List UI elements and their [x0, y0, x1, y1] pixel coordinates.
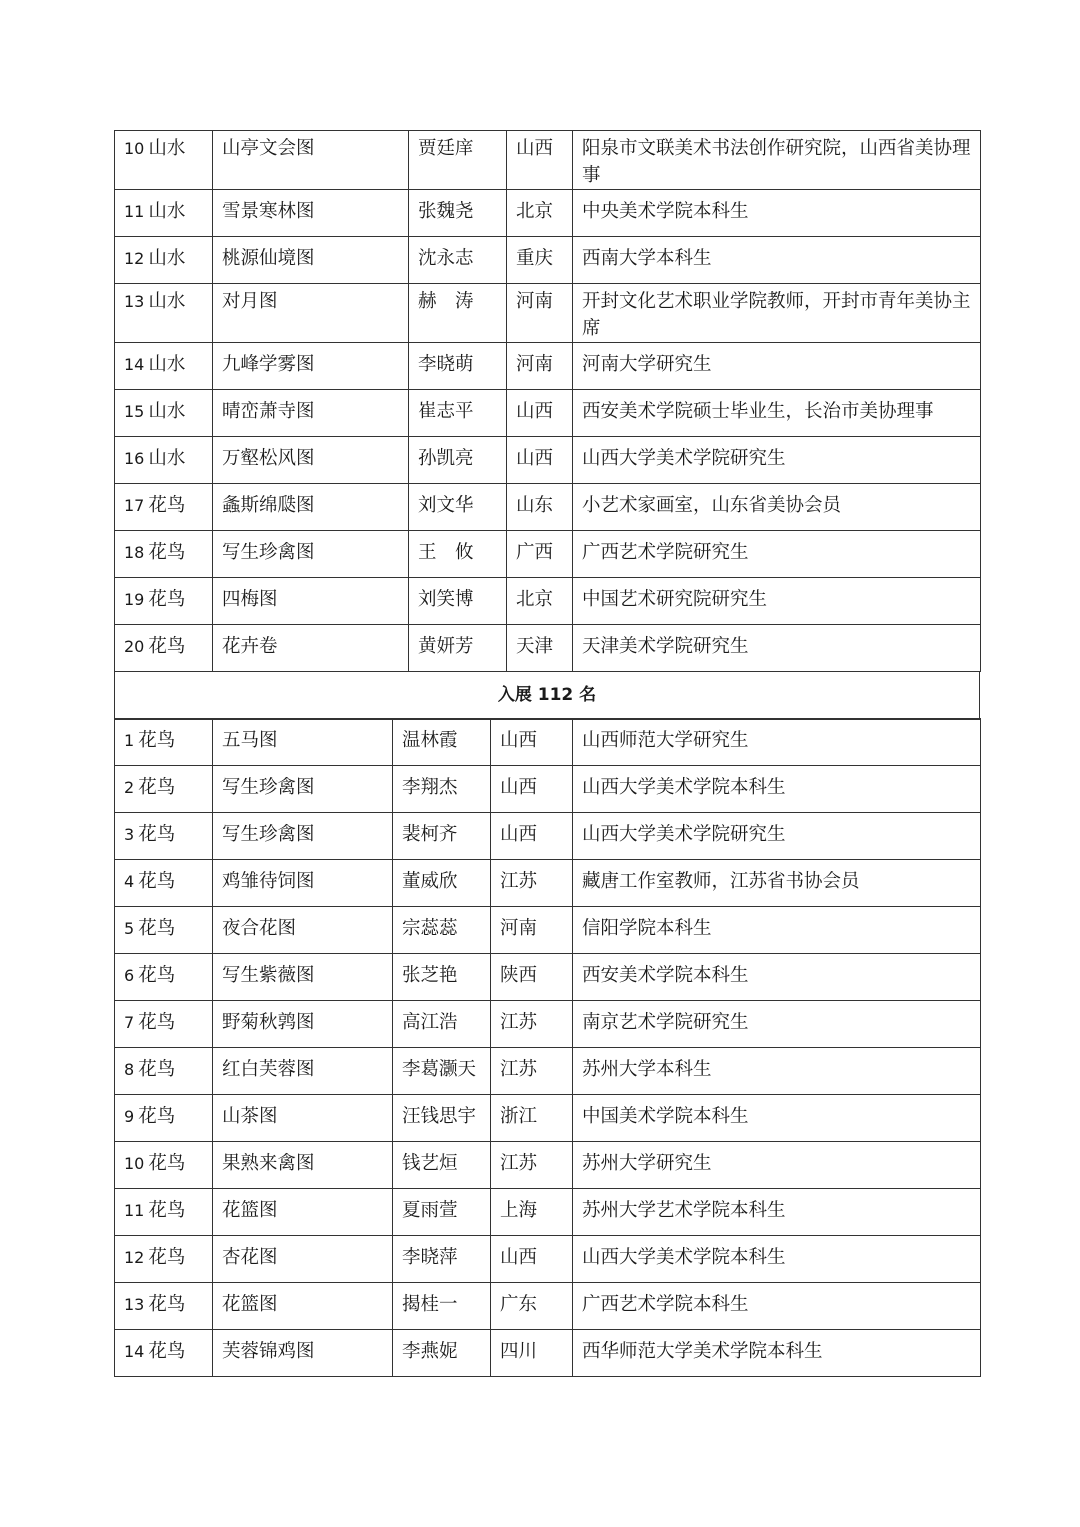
entry-genre: 山水 — [148, 354, 186, 375]
artist-name: 刘笑博 — [409, 578, 507, 625]
artist-affiliation: 信阳学院本科生 — [573, 907, 981, 954]
artist-affiliation: 广西艺术学院研究生 — [573, 531, 981, 578]
artist-affiliation: 山西师范大学研究生 — [573, 719, 981, 766]
artist-province: 江苏 — [491, 860, 573, 907]
entry-genre: 花鸟 — [138, 918, 176, 940]
entry-number: 10 — [124, 139, 145, 158]
artwork-title: 雪景寒林图 — [213, 190, 409, 237]
table-row — [115, 1142, 981, 1189]
artist-province: 山西 — [491, 766, 573, 813]
artist-province: 江苏 — [491, 1142, 573, 1189]
table-row — [115, 766, 981, 813]
entry-genre: 花鸟 — [138, 1059, 176, 1081]
artist-province: 江苏 — [491, 1001, 573, 1048]
entry-number-cell — [115, 190, 213, 237]
entry-number: 1 — [124, 731, 135, 751]
entry-number: 8 — [124, 1060, 135, 1080]
artist-affiliation: 西安美术学院硕士毕业生，长治市美协理事 — [573, 390, 981, 437]
artist-province: 山东 — [507, 484, 573, 531]
entry-number: 10 — [124, 1154, 145, 1174]
artwork-title: 桃源仙境图 — [213, 237, 409, 284]
artist-province: 天津 — [507, 625, 573, 672]
artwork-title: 山亭文会图 — [213, 131, 409, 190]
artist-affiliation: 南京艺术学院研究生 — [573, 1001, 981, 1048]
artist-affiliation: 西华师范大学美术学院本科生 — [573, 1330, 981, 1377]
artist-name: 董威欣 — [393, 860, 491, 907]
winners-table-top — [114, 130, 981, 672]
entry-genre: 山水 — [148, 401, 186, 422]
entry-number-cell — [115, 578, 213, 625]
artist-province: 山西 — [507, 390, 573, 437]
artwork-title: 九峰学雾图 — [213, 343, 409, 390]
artist-name: 黄妍芳 — [409, 625, 507, 672]
artist-affiliation: 小艺术家画室，山东省美协会员 — [573, 484, 981, 531]
artist-name: 王 攸 — [409, 531, 507, 578]
artist-province: 山西 — [507, 131, 573, 190]
table-row — [115, 719, 981, 766]
artwork-title: 写生紫薇图 — [213, 954, 393, 1001]
artist-province: 上海 — [491, 1189, 573, 1236]
artist-name: 李燕妮 — [393, 1330, 491, 1377]
section-header-table — [114, 671, 980, 720]
artist-province: 河南 — [507, 343, 573, 390]
table-row — [115, 625, 981, 672]
artwork-title: 对月图 — [213, 284, 409, 343]
entry-number-cell — [115, 766, 213, 813]
table-row — [115, 1095, 981, 1142]
artist-province: 浙江 — [491, 1095, 573, 1142]
entry-number-cell — [115, 1189, 213, 1236]
entry-number-cell — [115, 813, 213, 860]
entry-number-cell — [115, 284, 213, 343]
artwork-title: 夜合花图 — [213, 907, 393, 954]
table-row — [115, 484, 981, 531]
artist-name: 刘文华 — [409, 484, 507, 531]
entry-number: 18 — [124, 543, 145, 562]
artist-affiliation: 阳泉市文联美术书法创作研究院，山西省美协理事 — [573, 131, 981, 190]
artist-affiliation: 中央美术学院本科生 — [573, 190, 981, 237]
entry-number-cell — [115, 1142, 213, 1189]
entry-genre: 花鸟 — [148, 1153, 186, 1175]
artist-affiliation: 藏唐工作室教师，江苏省书协会员 — [573, 860, 981, 907]
table-row — [115, 813, 981, 860]
entry-number: 13 — [124, 1295, 145, 1315]
entry-genre: 花鸟 — [138, 1106, 176, 1128]
artist-affiliation: 西南大学本科生 — [573, 237, 981, 284]
table-row — [115, 1048, 981, 1095]
artist-affiliation: 苏州大学研究生 — [573, 1142, 981, 1189]
table-row — [115, 1283, 981, 1330]
entry-genre: 花鸟 — [148, 1294, 186, 1316]
artist-name: 揭桂一 — [393, 1283, 491, 1330]
entry-number-cell — [115, 719, 213, 766]
artist-province: 重庆 — [507, 237, 573, 284]
table-row — [115, 284, 981, 343]
artist-province: 四川 — [491, 1330, 573, 1377]
artist-name: 李晓萍 — [393, 1236, 491, 1283]
artwork-title: 果熟来禽图 — [213, 1142, 393, 1189]
artist-name: 张魏尧 — [409, 190, 507, 237]
entry-number-cell — [115, 484, 213, 531]
artist-province: 陕西 — [491, 954, 573, 1001]
section-heading: 入展 112 名 — [115, 671, 980, 719]
artist-name: 张芝艳 — [393, 954, 491, 1001]
artist-name: 宗蕊蕊 — [393, 907, 491, 954]
artist-name: 崔志平 — [409, 390, 507, 437]
artist-affiliation: 中国艺术研究院研究生 — [573, 578, 981, 625]
table-row — [115, 531, 981, 578]
artist-province: 广西 — [507, 531, 573, 578]
artist-affiliation: 山西大学美术学院研究生 — [573, 813, 981, 860]
artist-affiliation: 苏州大学艺术学院本科生 — [573, 1189, 981, 1236]
table-row — [115, 390, 981, 437]
table-row — [115, 237, 981, 284]
artist-affiliation: 开封文化艺术职业学院教师，开封市青年美协主席 — [573, 284, 981, 343]
artist-name: 钱艺烜 — [393, 1142, 491, 1189]
entry-number: 4 — [124, 872, 135, 892]
entry-genre: 花鸟 — [138, 1012, 176, 1034]
entry-genre: 花鸟 — [138, 824, 176, 846]
table-row — [115, 1189, 981, 1236]
entry-number-cell — [115, 1236, 213, 1283]
artist-name: 沈永志 — [409, 237, 507, 284]
entry-genre: 花鸟 — [148, 542, 186, 563]
entry-number: 2 — [124, 778, 135, 798]
artwork-title: 芙蓉锦鸡图 — [213, 1330, 393, 1377]
artist-affiliation: 广西艺术学院本科生 — [573, 1283, 981, 1330]
entry-genre: 花鸟 — [148, 1341, 186, 1363]
artwork-title: 螽斯绵瓞图 — [213, 484, 409, 531]
entry-number-cell — [115, 343, 213, 390]
entry-number: 19 — [124, 590, 145, 609]
entry-genre: 山水 — [148, 201, 186, 222]
entry-number: 5 — [124, 919, 135, 939]
artist-name: 李晓萌 — [409, 343, 507, 390]
document-sheet — [114, 130, 980, 1377]
artist-name: 温林霞 — [393, 719, 491, 766]
entry-genre: 花鸟 — [138, 871, 176, 893]
entry-number-cell — [115, 860, 213, 907]
table-row — [115, 1330, 981, 1377]
entry-number-cell — [115, 237, 213, 284]
artist-name: 高江浩 — [393, 1001, 491, 1048]
entry-number-cell — [115, 1283, 213, 1330]
entry-number: 14 — [124, 355, 145, 374]
artist-province: 广东 — [491, 1283, 573, 1330]
artist-name: 赫 涛 — [409, 284, 507, 343]
artwork-title: 四梅图 — [213, 578, 409, 625]
artist-name: 李葛灏天 — [393, 1048, 491, 1095]
entry-genre: 花鸟 — [148, 636, 186, 657]
table-row — [115, 578, 981, 625]
artist-province: 江苏 — [491, 1048, 573, 1095]
artist-name: 裴柯齐 — [393, 813, 491, 860]
artist-affiliation: 天津美术学院研究生 — [573, 625, 981, 672]
table-row — [115, 190, 981, 237]
artwork-title: 写生珍禽图 — [213, 813, 393, 860]
artist-province: 河南 — [507, 284, 573, 343]
entry-number-cell — [115, 1095, 213, 1142]
entry-number-cell — [115, 131, 213, 190]
entry-number: 12 — [124, 1248, 145, 1268]
artist-name: 夏雨萱 — [393, 1189, 491, 1236]
artist-province: 山西 — [491, 719, 573, 766]
entry-number: 7 — [124, 1013, 135, 1033]
artwork-title: 山茶图 — [213, 1095, 393, 1142]
table-row — [115, 1001, 981, 1048]
entry-number-cell — [115, 954, 213, 1001]
artwork-title: 写生珍禽图 — [213, 531, 409, 578]
artist-name: 李翔杰 — [393, 766, 491, 813]
table-row — [115, 860, 981, 907]
artwork-title: 写生珍禽图 — [213, 766, 393, 813]
table-row — [115, 1236, 981, 1283]
entry-number: 15 — [124, 402, 145, 421]
entry-number-cell — [115, 625, 213, 672]
entry-genre: 花鸟 — [138, 777, 176, 799]
artist-affiliation: 山西大学美术学院研究生 — [573, 437, 981, 484]
entry-number: 20 — [124, 637, 145, 656]
artwork-title: 万壑松风图 — [213, 437, 409, 484]
artwork-title: 野菊秋鹑图 — [213, 1001, 393, 1048]
artist-province: 山西 — [491, 813, 573, 860]
exhibitors-table — [114, 718, 981, 1377]
artist-affiliation: 中国美术学院本科生 — [573, 1095, 981, 1142]
entry-number-cell — [115, 390, 213, 437]
artwork-title: 花篮图 — [213, 1283, 393, 1330]
artwork-title: 杏花图 — [213, 1236, 393, 1283]
artist-province: 河南 — [491, 907, 573, 954]
table-row — [115, 954, 981, 1001]
artist-affiliation: 山西大学美术学院本科生 — [573, 766, 981, 813]
entry-number: 11 — [124, 1201, 145, 1221]
entry-number: 13 — [124, 292, 145, 311]
entry-genre: 花鸟 — [148, 495, 186, 516]
artist-province: 北京 — [507, 578, 573, 625]
entry-number-cell — [115, 907, 213, 954]
entry-number: 16 — [124, 449, 145, 468]
entry-genre: 花鸟 — [148, 1247, 186, 1269]
artist-affiliation: 苏州大学本科生 — [573, 1048, 981, 1095]
artist-affiliation: 山西大学美术学院本科生 — [573, 1236, 981, 1283]
entry-number: 6 — [124, 966, 135, 986]
entry-genre: 山水 — [148, 291, 186, 312]
entry-genre: 花鸟 — [138, 730, 176, 752]
artwork-title: 花篮图 — [213, 1189, 393, 1236]
artwork-title: 红白芙蓉图 — [213, 1048, 393, 1095]
entry-genre: 山水 — [148, 138, 186, 159]
artist-affiliation: 西安美术学院本科生 — [573, 954, 981, 1001]
table-row — [115, 131, 981, 190]
entry-number-cell — [115, 531, 213, 578]
entry-number: 12 — [124, 249, 145, 268]
artist-name: 孙凯亮 — [409, 437, 507, 484]
artist-name: 汪钱思宇 — [393, 1095, 491, 1142]
entry-number: 17 — [124, 496, 145, 515]
artwork-title: 鸡雏待饲图 — [213, 860, 393, 907]
entry-number: 11 — [124, 202, 145, 221]
artist-province: 山西 — [507, 437, 573, 484]
entry-number-cell — [115, 1330, 213, 1377]
entry-genre: 山水 — [148, 448, 186, 469]
entry-genre: 山水 — [148, 248, 186, 269]
section-row — [115, 671, 980, 719]
entry-number-cell — [115, 1001, 213, 1048]
entry-number: 14 — [124, 1342, 145, 1362]
entry-genre: 花鸟 — [148, 589, 186, 610]
table-row — [115, 343, 981, 390]
artwork-title: 晴峦萧寺图 — [213, 390, 409, 437]
table-row — [115, 437, 981, 484]
entry-number-cell — [115, 1048, 213, 1095]
artist-province: 山西 — [491, 1236, 573, 1283]
artist-name: 贾廷庠 — [409, 131, 507, 190]
entry-genre: 花鸟 — [138, 965, 176, 987]
table-row — [115, 907, 981, 954]
entry-number: 9 — [124, 1107, 135, 1127]
entry-number-cell — [115, 437, 213, 484]
artist-province: 北京 — [507, 190, 573, 237]
entry-number: 3 — [124, 825, 135, 845]
entry-genre: 花鸟 — [148, 1200, 186, 1222]
artist-affiliation: 河南大学研究生 — [573, 343, 981, 390]
artwork-title: 花卉卷 — [213, 625, 409, 672]
artwork-title: 五马图 — [213, 719, 393, 766]
